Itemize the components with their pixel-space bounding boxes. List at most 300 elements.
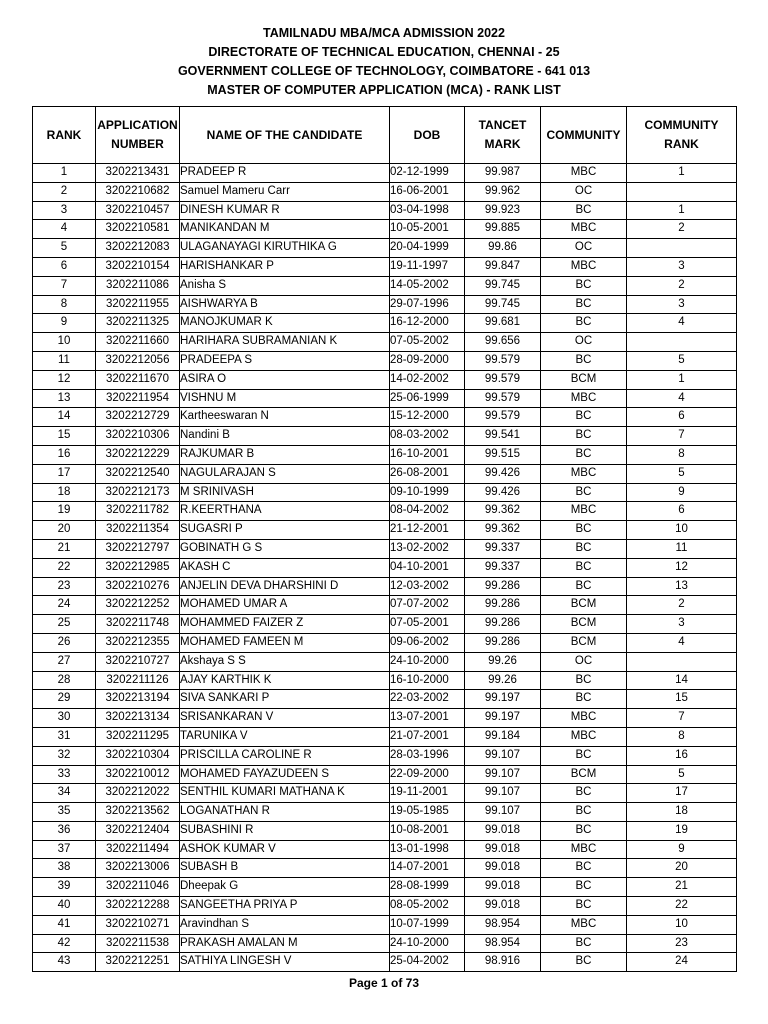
tancet-mark-cell: 98.916 bbox=[465, 953, 541, 972]
table-row bbox=[33, 615, 737, 634]
community-rank-cell: 17 bbox=[627, 784, 737, 803]
table-row bbox=[33, 897, 737, 916]
application-number-cell: 3202211955 bbox=[96, 295, 180, 314]
candidate-name-cell: ULAGANAYAGI KIRUTHIKA G bbox=[180, 239, 390, 258]
table-row bbox=[33, 182, 737, 201]
application-number-cell: 3202212985 bbox=[96, 558, 180, 577]
col-header-community-rank: COMMUNITY RANK bbox=[627, 107, 737, 164]
community-cell: OC bbox=[541, 333, 627, 352]
dob-cell: 07-07-2002 bbox=[390, 596, 465, 615]
community-rank-cell: 14 bbox=[627, 671, 737, 690]
application-number-cell: 3202211782 bbox=[96, 502, 180, 521]
tancet-mark-cell: 99.656 bbox=[465, 333, 541, 352]
candidate-name-cell: LOGANATHAN R bbox=[180, 803, 390, 822]
community-cell: BC bbox=[541, 897, 627, 916]
tancet-mark-cell: 98.954 bbox=[465, 915, 541, 934]
application-number-cell: 3202212729 bbox=[96, 408, 180, 427]
community-rank-cell: 18 bbox=[627, 803, 737, 822]
rank-cell: 23 bbox=[33, 577, 96, 596]
dob-cell: 25-06-1999 bbox=[390, 389, 465, 408]
application-number-cell: 3202210154 bbox=[96, 257, 180, 276]
table-row bbox=[33, 577, 737, 596]
application-number-cell: 3202211325 bbox=[96, 314, 180, 333]
community-rank-cell: 9 bbox=[627, 483, 737, 502]
rank-cell: 18 bbox=[33, 483, 96, 502]
community-rank-cell: 10 bbox=[627, 521, 737, 540]
candidate-name-cell: SUGASRI P bbox=[180, 521, 390, 540]
community-cell: BC bbox=[541, 314, 627, 333]
candidate-name-cell: NAGULARAJAN S bbox=[180, 464, 390, 483]
tancet-mark-cell: 99.362 bbox=[465, 521, 541, 540]
rank-cell: 1 bbox=[33, 164, 96, 183]
tancet-mark-cell: 99.286 bbox=[465, 577, 541, 596]
candidate-name-cell: HARISHANKAR P bbox=[180, 257, 390, 276]
tancet-mark-cell: 99.018 bbox=[465, 840, 541, 859]
rank-cell: 2 bbox=[33, 182, 96, 201]
candidate-name-cell: MOHAMMED FAIZER Z bbox=[180, 615, 390, 634]
dob-cell: 08-05-2002 bbox=[390, 897, 465, 916]
table-row bbox=[33, 370, 737, 389]
community-rank-cell: 4 bbox=[627, 314, 737, 333]
table-row bbox=[33, 915, 737, 934]
table-row bbox=[33, 389, 737, 408]
community-rank-cell: 6 bbox=[627, 408, 737, 427]
page-number: Page 1 of 73 bbox=[348, 976, 420, 990]
candidate-name-cell: ASHOK KUMAR V bbox=[180, 840, 390, 859]
community-cell: BC bbox=[541, 953, 627, 972]
tancet-mark-cell: 99.579 bbox=[465, 370, 541, 389]
dob-cell: 14-02-2002 bbox=[390, 370, 465, 389]
application-number-cell: 3202213006 bbox=[96, 859, 180, 878]
community-cell: BC bbox=[541, 295, 627, 314]
dob-cell: 03-04-1998 bbox=[390, 201, 465, 220]
application-number-cell: 3202211086 bbox=[96, 276, 180, 295]
tancet-mark-cell: 99.107 bbox=[465, 784, 541, 803]
application-number-cell: 3202212173 bbox=[96, 483, 180, 502]
community-cell: BC bbox=[541, 201, 627, 220]
tancet-mark-cell: 99.362 bbox=[465, 502, 541, 521]
dob-cell: 02-12-1999 bbox=[390, 164, 465, 183]
community-rank-cell: 3 bbox=[627, 295, 737, 314]
candidate-name-cell: Dheepak G bbox=[180, 878, 390, 897]
community-cell: BC bbox=[541, 859, 627, 878]
rank-cell: 19 bbox=[33, 502, 96, 521]
dob-cell: 12-03-2002 bbox=[390, 577, 465, 596]
community-cell: BC bbox=[541, 427, 627, 446]
application-number-cell: 3202211748 bbox=[96, 615, 180, 634]
tancet-mark-cell: 99.337 bbox=[465, 558, 541, 577]
table-row bbox=[33, 840, 737, 859]
header-rank-list-title: MASTER OF COMPUTER APPLICATION (MCA) - RANK LIST bbox=[207, 83, 561, 97]
community-rank-cell: 15 bbox=[627, 690, 737, 709]
community-cell: MBC bbox=[541, 257, 627, 276]
dob-cell: 13-02-2002 bbox=[390, 539, 465, 558]
dob-cell: 29-07-1996 bbox=[390, 295, 465, 314]
community-rank-cell: 12 bbox=[627, 558, 737, 577]
rank-cell: 31 bbox=[33, 727, 96, 746]
tancet-mark-cell: 99.745 bbox=[465, 276, 541, 295]
dob-cell: 04-10-2001 bbox=[390, 558, 465, 577]
dob-cell: 19-11-1997 bbox=[390, 257, 465, 276]
rank-cell: 9 bbox=[33, 314, 96, 333]
rank-cell: 26 bbox=[33, 633, 96, 652]
community-rank-cell: 24 bbox=[627, 953, 737, 972]
community-rank-cell: 5 bbox=[627, 464, 737, 483]
candidate-name-cell: SUBASHINI R bbox=[180, 821, 390, 840]
community-cell: BC bbox=[541, 878, 627, 897]
community-rank-cell: 5 bbox=[627, 765, 737, 784]
table-row bbox=[33, 239, 737, 258]
application-number-cell: 3202210276 bbox=[96, 577, 180, 596]
rank-cell: 16 bbox=[33, 445, 96, 464]
application-number-cell: 3202211494 bbox=[96, 840, 180, 859]
tancet-mark-cell: 99.286 bbox=[465, 596, 541, 615]
application-number-cell: 3202213562 bbox=[96, 803, 180, 822]
dob-cell: 14-07-2001 bbox=[390, 859, 465, 878]
community-rank-cell bbox=[627, 652, 737, 671]
rank-cell: 33 bbox=[33, 765, 96, 784]
header-college: GOVERNMENT COLLEGE OF TECHNOLOGY, COIMBATORE - 641 013 bbox=[177, 64, 591, 78]
rank-cell: 43 bbox=[33, 953, 96, 972]
dob-cell: 13-07-2001 bbox=[390, 709, 465, 728]
dob-cell: 22-03-2002 bbox=[390, 690, 465, 709]
table-row bbox=[33, 351, 737, 370]
tancet-mark-cell: 99.579 bbox=[465, 351, 541, 370]
table-row bbox=[33, 859, 737, 878]
community-rank-cell: 11 bbox=[627, 539, 737, 558]
community-cell: MBC bbox=[541, 502, 627, 521]
rank-cell: 21 bbox=[33, 539, 96, 558]
community-rank-cell: 19 bbox=[627, 821, 737, 840]
application-number-cell: 3202211126 bbox=[96, 671, 180, 690]
tancet-mark-cell: 98.954 bbox=[465, 934, 541, 953]
rank-cell: 4 bbox=[33, 220, 96, 239]
community-rank-cell: 9 bbox=[627, 840, 737, 859]
candidate-name-cell: Samuel Mameru Carr bbox=[180, 182, 390, 201]
rank-cell: 29 bbox=[33, 690, 96, 709]
candidate-name-cell: MOHAMED UMAR A bbox=[180, 596, 390, 615]
tancet-mark-cell: 99.962 bbox=[465, 182, 541, 201]
application-number-cell: 3202210012 bbox=[96, 765, 180, 784]
rank-cell: 30 bbox=[33, 709, 96, 728]
table-row bbox=[33, 295, 737, 314]
dob-cell: 19-11-2001 bbox=[390, 784, 465, 803]
application-number-cell: 3202210304 bbox=[96, 746, 180, 765]
candidate-name-cell: SUBASH B bbox=[180, 859, 390, 878]
table-row bbox=[33, 558, 737, 577]
dob-cell: 22-09-2000 bbox=[390, 765, 465, 784]
rank-cell: 3 bbox=[33, 201, 96, 220]
community-cell: BC bbox=[541, 746, 627, 765]
candidate-name-cell: MANIKANDAN M bbox=[180, 220, 390, 239]
community-cell: BC bbox=[541, 276, 627, 295]
tancet-mark-cell: 99.541 bbox=[465, 427, 541, 446]
dob-cell: 10-05-2001 bbox=[390, 220, 465, 239]
application-number-cell: 3202212540 bbox=[96, 464, 180, 483]
rank-cell: 11 bbox=[33, 351, 96, 370]
rank-cell: 42 bbox=[33, 934, 96, 953]
application-number-cell: 3202210306 bbox=[96, 427, 180, 446]
table-row bbox=[33, 257, 737, 276]
table-row bbox=[33, 464, 737, 483]
candidate-name-cell: Aravindhan S bbox=[180, 915, 390, 934]
table-row bbox=[33, 408, 737, 427]
community-rank-cell: 21 bbox=[627, 878, 737, 897]
candidate-name-cell: SANGEETHA PRIYA P bbox=[180, 897, 390, 916]
tancet-mark-cell: 99.745 bbox=[465, 295, 541, 314]
rank-cell: 38 bbox=[33, 859, 96, 878]
community-rank-cell: 20 bbox=[627, 859, 737, 878]
rank-cell: 20 bbox=[33, 521, 96, 540]
application-number-cell: 3202212252 bbox=[96, 596, 180, 615]
community-rank-cell: 4 bbox=[627, 389, 737, 408]
candidate-name-cell: M SRINIVASH bbox=[180, 483, 390, 502]
tancet-mark-cell: 99.184 bbox=[465, 727, 541, 746]
candidate-name-cell: SRISANKARAN V bbox=[180, 709, 390, 728]
application-number-cell: 3202211660 bbox=[96, 333, 180, 352]
dob-cell: 16-10-2000 bbox=[390, 671, 465, 690]
application-number-cell: 3202212229 bbox=[96, 445, 180, 464]
application-number-cell: 3202212022 bbox=[96, 784, 180, 803]
rank-cell: 27 bbox=[33, 652, 96, 671]
dob-cell: 15-12-2000 bbox=[390, 408, 465, 427]
candidate-name-cell: DINESH KUMAR R bbox=[180, 201, 390, 220]
community-cell: MBC bbox=[541, 464, 627, 483]
col-header-application-number: APPLICATION NUMBER bbox=[96, 107, 180, 164]
dob-cell: 25-04-2002 bbox=[390, 953, 465, 972]
table-row bbox=[33, 709, 737, 728]
rank-cell: 7 bbox=[33, 276, 96, 295]
community-cell: BC bbox=[541, 784, 627, 803]
application-number-cell: 3202212056 bbox=[96, 351, 180, 370]
rank-cell: 28 bbox=[33, 671, 96, 690]
col-header-name: NAME OF THE CANDIDATE bbox=[180, 107, 390, 164]
community-cell: BCM bbox=[541, 596, 627, 615]
application-number-cell: 3202211046 bbox=[96, 878, 180, 897]
table-row bbox=[33, 276, 737, 295]
rank-cell: 34 bbox=[33, 784, 96, 803]
tancet-mark-cell: 99.337 bbox=[465, 539, 541, 558]
table-row bbox=[33, 784, 737, 803]
col-header-community: COMMUNITY bbox=[541, 107, 627, 164]
community-rank-cell: 1 bbox=[627, 164, 737, 183]
community-rank-cell: 2 bbox=[627, 596, 737, 615]
candidate-name-cell: ANJELIN DEVA DHARSHINI D bbox=[180, 577, 390, 596]
dob-cell: 21-07-2001 bbox=[390, 727, 465, 746]
application-number-cell: 3202212251 bbox=[96, 953, 180, 972]
tancet-mark-cell: 99.26 bbox=[465, 652, 541, 671]
community-rank-cell: 8 bbox=[627, 445, 737, 464]
rank-cell: 39 bbox=[33, 878, 96, 897]
tancet-mark-cell: 99.018 bbox=[465, 897, 541, 916]
community-cell: BC bbox=[541, 671, 627, 690]
tancet-mark-cell: 99.885 bbox=[465, 220, 541, 239]
dob-cell: 09-10-1999 bbox=[390, 483, 465, 502]
community-rank-cell: 10 bbox=[627, 915, 737, 934]
candidate-name-cell: Anisha S bbox=[180, 276, 390, 295]
community-cell: MBC bbox=[541, 840, 627, 859]
table-row bbox=[33, 765, 737, 784]
community-cell: BCM bbox=[541, 370, 627, 389]
candidate-name-cell: MANOJKUMAR K bbox=[180, 314, 390, 333]
tancet-mark-cell: 99.426 bbox=[465, 464, 541, 483]
community-cell: MBC bbox=[541, 220, 627, 239]
application-number-cell: 3202211954 bbox=[96, 389, 180, 408]
dob-cell: 09-06-2002 bbox=[390, 633, 465, 652]
table-row bbox=[33, 502, 737, 521]
candidate-name-cell: TARUNIKA V bbox=[180, 727, 390, 746]
community-cell: OC bbox=[541, 239, 627, 258]
community-cell: BC bbox=[541, 577, 627, 596]
candidate-name-cell: AISHWARYA B bbox=[180, 295, 390, 314]
application-number-cell: 3202211670 bbox=[96, 370, 180, 389]
community-rank-cell: 1 bbox=[627, 370, 737, 389]
dob-cell: 28-03-1996 bbox=[390, 746, 465, 765]
rank-cell: 25 bbox=[33, 615, 96, 634]
col-header-rank: RANK bbox=[33, 107, 96, 164]
tancet-mark-cell: 99.987 bbox=[465, 164, 541, 183]
dob-cell: 07-05-2002 bbox=[390, 333, 465, 352]
dob-cell: 24-10-2000 bbox=[390, 934, 465, 953]
table-row bbox=[33, 652, 737, 671]
candidate-name-cell: PRAKASH AMALAN M bbox=[180, 934, 390, 953]
community-cell: BC bbox=[541, 408, 627, 427]
community-rank-cell bbox=[627, 239, 737, 258]
community-cell: BC bbox=[541, 821, 627, 840]
dob-cell: 08-03-2002 bbox=[390, 427, 465, 446]
rank-cell: 36 bbox=[33, 821, 96, 840]
dob-cell: 10-07-1999 bbox=[390, 915, 465, 934]
table-row bbox=[33, 596, 737, 615]
candidate-name-cell: ASIRA O bbox=[180, 370, 390, 389]
dob-cell: 19-05-1985 bbox=[390, 803, 465, 822]
table-row bbox=[33, 934, 737, 953]
rank-cell: 41 bbox=[33, 915, 96, 934]
community-rank-cell: 2 bbox=[627, 276, 737, 295]
tancet-mark-cell: 99.515 bbox=[465, 445, 541, 464]
application-number-cell: 3202210457 bbox=[96, 201, 180, 220]
candidate-name-cell: HARIHARA SUBRAMANIAN K bbox=[180, 333, 390, 352]
community-cell: BC bbox=[541, 803, 627, 822]
rank-cell: 10 bbox=[33, 333, 96, 352]
tancet-mark-cell: 99.86 bbox=[465, 239, 541, 258]
candidate-name-cell: SIVA SANKARI P bbox=[180, 690, 390, 709]
table-row bbox=[33, 746, 737, 765]
table-row bbox=[33, 690, 737, 709]
tancet-mark-cell: 99.018 bbox=[465, 859, 541, 878]
community-rank-cell: 3 bbox=[627, 257, 737, 276]
table-row bbox=[33, 220, 737, 239]
rank-cell: 15 bbox=[33, 427, 96, 446]
application-number-cell: 3202212288 bbox=[96, 897, 180, 916]
candidate-name-cell: Akshaya S S bbox=[180, 652, 390, 671]
rank-cell: 32 bbox=[33, 746, 96, 765]
dob-cell: 10-08-2001 bbox=[390, 821, 465, 840]
tancet-mark-cell: 99.681 bbox=[465, 314, 541, 333]
tancet-mark-cell: 99.579 bbox=[465, 389, 541, 408]
community-cell: OC bbox=[541, 182, 627, 201]
table-row bbox=[33, 671, 737, 690]
application-number-cell: 3202210682 bbox=[96, 182, 180, 201]
rank-cell: 22 bbox=[33, 558, 96, 577]
dob-cell: 24-10-2000 bbox=[390, 652, 465, 671]
rank-cell: 35 bbox=[33, 803, 96, 822]
dob-cell: 07-05-2001 bbox=[390, 615, 465, 634]
rank-cell: 6 bbox=[33, 257, 96, 276]
community-cell: BC bbox=[541, 690, 627, 709]
dob-cell: 21-12-2001 bbox=[390, 521, 465, 540]
application-number-cell: 3202213194 bbox=[96, 690, 180, 709]
candidate-name-cell: R.KEERTHANA bbox=[180, 502, 390, 521]
community-cell: MBC bbox=[541, 727, 627, 746]
application-number-cell: 3202212355 bbox=[96, 633, 180, 652]
dob-cell: 14-05-2002 bbox=[390, 276, 465, 295]
candidate-name-cell: RAJKUMAR B bbox=[180, 445, 390, 464]
community-cell: MBC bbox=[541, 164, 627, 183]
candidate-name-cell: AKASH C bbox=[180, 558, 390, 577]
tancet-mark-cell: 99.197 bbox=[465, 690, 541, 709]
candidate-name-cell: MOHAMED FAMEEN M bbox=[180, 633, 390, 652]
rank-cell: 5 bbox=[33, 239, 96, 258]
candidate-name-cell: MOHAMED FAYAZUDEEN S bbox=[180, 765, 390, 784]
application-number-cell: 3202211295 bbox=[96, 727, 180, 746]
header-directorate: DIRECTORATE OF TECHNICAL EDUCATION, CHENNAI - 25 bbox=[208, 45, 560, 59]
rank-cell: 40 bbox=[33, 897, 96, 916]
community-rank-cell: 7 bbox=[627, 427, 737, 446]
tancet-mark-cell: 99.107 bbox=[465, 803, 541, 822]
table-row bbox=[33, 878, 737, 897]
community-cell: MBC bbox=[541, 915, 627, 934]
community-rank-cell: 16 bbox=[627, 746, 737, 765]
community-cell: BC bbox=[541, 483, 627, 502]
community-rank-cell: 7 bbox=[627, 709, 737, 728]
table-row bbox=[33, 333, 737, 352]
tancet-mark-cell: 99.426 bbox=[465, 483, 541, 502]
community-cell: BC bbox=[541, 351, 627, 370]
dob-cell: 26-08-2001 bbox=[390, 464, 465, 483]
table-row bbox=[33, 521, 737, 540]
application-number-cell: 3202212083 bbox=[96, 239, 180, 258]
community-rank-cell bbox=[627, 333, 737, 352]
tancet-mark-cell: 99.286 bbox=[465, 633, 541, 652]
header-title: TAMILNADU MBA/MCA ADMISSION 2022 bbox=[263, 26, 505, 40]
dob-cell: 28-09-2000 bbox=[390, 351, 465, 370]
community-rank-cell: 22 bbox=[627, 897, 737, 916]
table-row bbox=[33, 314, 737, 333]
candidate-name-cell: GOBINATH G S bbox=[180, 539, 390, 558]
community-rank-cell: 6 bbox=[627, 502, 737, 521]
candidate-name-cell: PRADEEPA S bbox=[180, 351, 390, 370]
table-row bbox=[33, 427, 737, 446]
application-number-cell: 3202210271 bbox=[96, 915, 180, 934]
community-rank-cell: 5 bbox=[627, 351, 737, 370]
application-number-cell: 3202211354 bbox=[96, 521, 180, 540]
community-cell: BC bbox=[541, 445, 627, 464]
application-number-cell: 3202213431 bbox=[96, 164, 180, 183]
candidate-name-cell: SENTHIL KUMARI MATHANA K bbox=[180, 784, 390, 803]
community-rank-cell: 8 bbox=[627, 727, 737, 746]
tancet-mark-cell: 99.197 bbox=[465, 709, 541, 728]
application-number-cell: 3202212404 bbox=[96, 821, 180, 840]
tancet-mark-cell: 99.018 bbox=[465, 821, 541, 840]
application-number-cell: 3202210727 bbox=[96, 652, 180, 671]
tancet-mark-cell: 99.923 bbox=[465, 201, 541, 220]
community-rank-cell: 3 bbox=[627, 615, 737, 634]
application-number-cell: 3202210581 bbox=[96, 220, 180, 239]
community-cell: MBC bbox=[541, 709, 627, 728]
tancet-mark-cell: 99.286 bbox=[465, 615, 541, 634]
community-cell: BCM bbox=[541, 765, 627, 784]
